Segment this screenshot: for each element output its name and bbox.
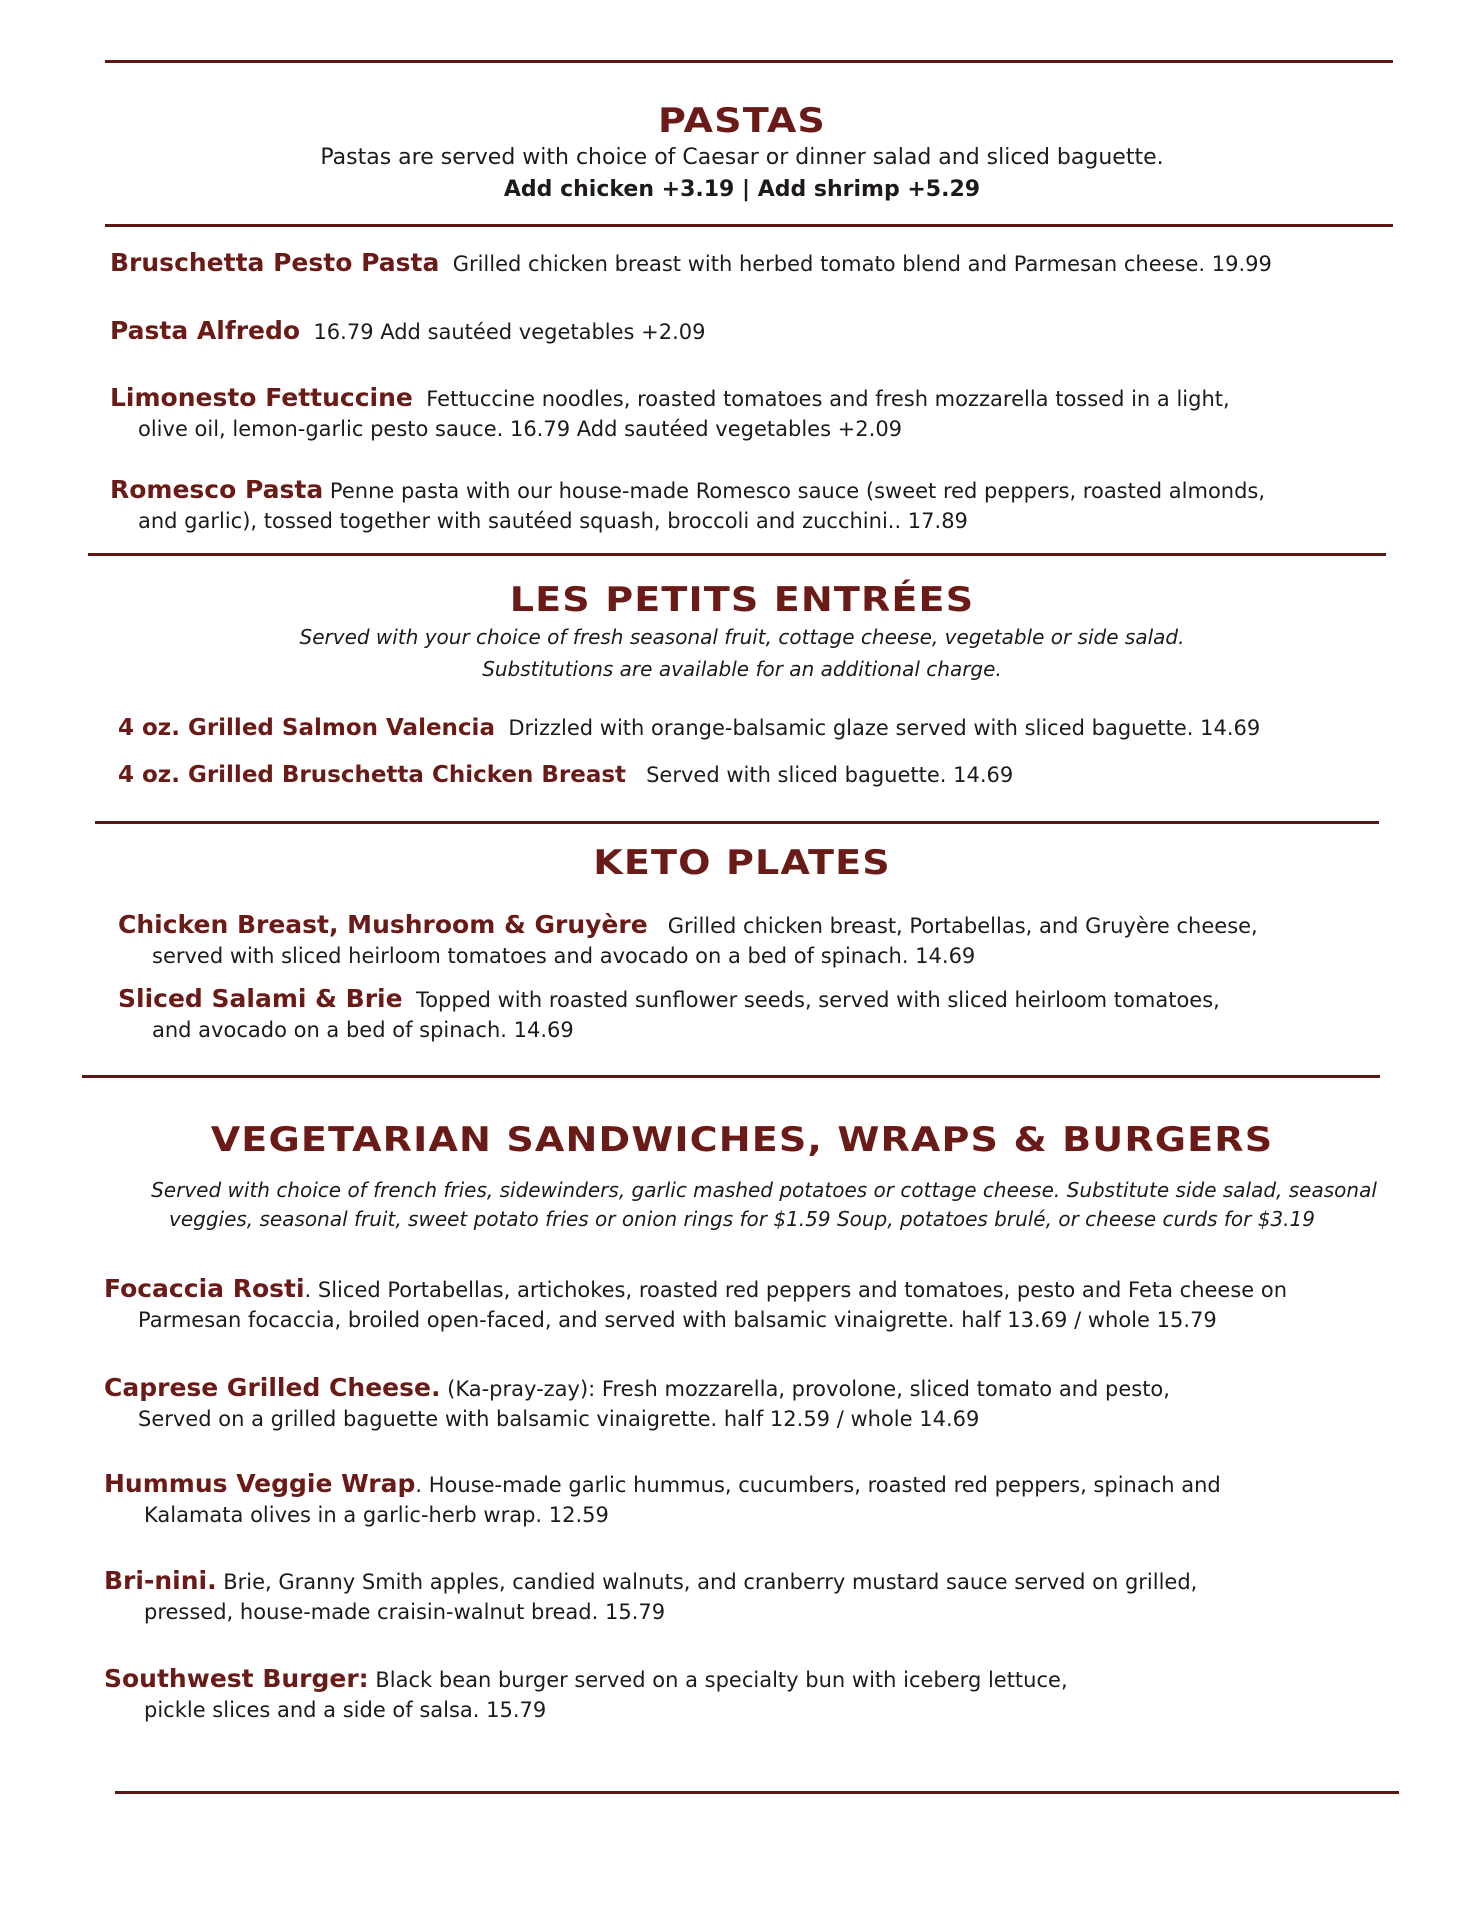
- veg-heading: VEGETARIAN SANDWICHES, WRAPS & BURGERS: [210, 1120, 1274, 1160]
- item-name: Bri-nini.: [104, 1566, 217, 1595]
- item-description-cont: served with sliced heirloom tomatoes and avocado on a bed of spinach. 14.69: [152, 944, 976, 968]
- menu-item-bri-nini: [104, 1566, 1197, 1627]
- item-name: Romesco Pasta: [110, 475, 324, 504]
- item-description-cont: Kalamata olives in a garlic-herb wrap. 12.59: [144, 1503, 609, 1527]
- menu-item-hummus-veggie-wrap: [104, 1469, 1221, 1530]
- item-name: Chicken Breast, Mushroom & Gruyère: [118, 910, 648, 939]
- menu-item-limonesto-fettuccine: [110, 383, 1230, 444]
- item-description: Black bean burger served on a specialty bun with iceberg lettuce,: [375, 1668, 1068, 1692]
- menu-item-southwest-burger: [104, 1664, 1068, 1725]
- menu-item-salami-brie: [118, 984, 1220, 1045]
- item-description: Served with sliced baguette. 14.69: [646, 763, 1014, 787]
- item-description: Penne pasta with our house-made Romesco sauce (sweet red peppers, roasted almonds,: [329, 479, 1266, 503]
- menu-item-romesco-pasta: [110, 475, 1265, 536]
- veg-note-2: veggies, seasonal fruit, sweet potato fries or onion rings for $1.59 Soup, potatoes brulé, or cheese curds for $3.19: [168, 1207, 1315, 1231]
- item-name: Focaccia Rosti: [104, 1274, 305, 1303]
- divider-pastas: [105, 224, 1393, 227]
- menu-item-caprese-grilled-cheese: [104, 1373, 1170, 1434]
- item-description-cont: and garlic), tossed together with sautéed squash, broccoli and zucchini.. 17.89: [138, 509, 968, 533]
- pastas-addons: Add chicken +3.19 | Add shrimp +5.29: [503, 177, 981, 202]
- menu-item-pasta-alfredo: [110, 316, 706, 347]
- menu-item-chicken-mushroom-gruyere: [118, 910, 1258, 971]
- item-description: Topped with roasted sunflower seeds, served with sliced heirloom tomatoes,: [415, 988, 1220, 1012]
- veg-note: Served with choice of french fries, sidewinders, garlic mashed potatoes or cottage cheese. Substitute side salad, seasonal: [151, 1178, 1377, 1202]
- item-name: Limonesto Fettuccine: [110, 383, 413, 412]
- item-name: Bruschetta Pesto Pasta: [110, 248, 440, 277]
- item-description: Grilled chicken breast with herbed tomato blend and Parmesan cheese. 19.99: [452, 252, 1272, 276]
- pastas-note: Pastas are served with choice of Caesar or dinner salad and sliced baguette.: [320, 145, 1164, 170]
- item-name: 4 oz. Grilled Bruschetta Chicken Breast: [118, 762, 627, 788]
- item-name: Pasta Alfredo: [110, 316, 301, 345]
- item-description-cont: pickle slices and a side of salsa. 15.79: [144, 1698, 547, 1722]
- item-description-cont: Served on a grilled baguette with balsamic vinaigrette. half 12.59 / whole 14.69: [138, 1407, 980, 1431]
- menu-item-focaccia-rosti: [104, 1274, 1287, 1335]
- item-description: Brie, Granny Smith apples, candied walnuts, and cranberry mustard sauce served on grilled,: [223, 1570, 1198, 1594]
- petits-note-2: Substitutions are available for an additional charge.: [482, 657, 1002, 681]
- item-description-cont: pressed, house-made craisin-walnut bread. 15.79: [144, 1600, 666, 1624]
- item-name: 4 oz. Grilled Salmon Valencia: [118, 715, 495, 741]
- item-name: Caprese Grilled Cheese.: [104, 1373, 441, 1402]
- item-description-cont: and avocado on a bed of spinach. 14.69: [152, 1018, 574, 1042]
- petits-heading: LES PETITS ENTRÉES: [509, 580, 975, 620]
- divider-top: [105, 60, 1393, 63]
- divider-veg: [82, 1075, 1380, 1078]
- divider-keto: [95, 821, 1379, 824]
- item-description: (Ka-pray-zay): Fresh mozzarella, provolone, sliced tomato and pesto,: [447, 1377, 1170, 1401]
- petits-note: Served with your choice of fresh seasonal fruit, cottage cheese, vegetable or side salad.: [299, 625, 1185, 649]
- item-description: . Sliced Portabellas, artichokes, roasted red peppers and tomatoes, pesto and Feta cheese on: [304, 1278, 1288, 1302]
- item-description: 16.79 Add sautéed vegetables +2.09: [313, 320, 706, 344]
- item-description: Drizzled with orange-balsamic glaze served with sliced baguette. 14.69: [508, 716, 1261, 740]
- item-description: . House-made garlic hummus, cucumbers, roasted red peppers, spinach and: [415, 1473, 1221, 1497]
- item-description: Fettuccine noodles, roasted tomatoes and fresh mozzarella tossed in a light,: [426, 387, 1230, 411]
- item-description: Grilled chicken breast, Portabellas, and Gruyère cheese,: [667, 914, 1258, 938]
- item-description-cont: olive oil, lemon-garlic pesto sauce. 16.79 Add sautéed vegetables +2.09: [138, 417, 903, 441]
- item-description-cont: Parmesan focaccia, broiled open-faced, and served with balsamic vinaigrette. half 13.69 / whole 15.79: [138, 1308, 1217, 1332]
- keto-heading: KETO PLATES: [593, 843, 891, 883]
- divider-petits: [88, 553, 1386, 556]
- item-name: Sliced Salami & Brie: [118, 984, 403, 1013]
- item-name: Southwest Burger:: [104, 1664, 369, 1693]
- divider-bottom: [115, 1791, 1399, 1794]
- menu-item-bruschetta-chicken: [118, 760, 1013, 790]
- pastas-heading: PASTAS: [658, 101, 826, 141]
- menu-item-salmon-valencia: [118, 713, 1260, 743]
- item-name: Hummus Veggie Wrap: [104, 1469, 416, 1498]
- menu-item-bruschetta-pesto-pasta: [110, 248, 1272, 279]
